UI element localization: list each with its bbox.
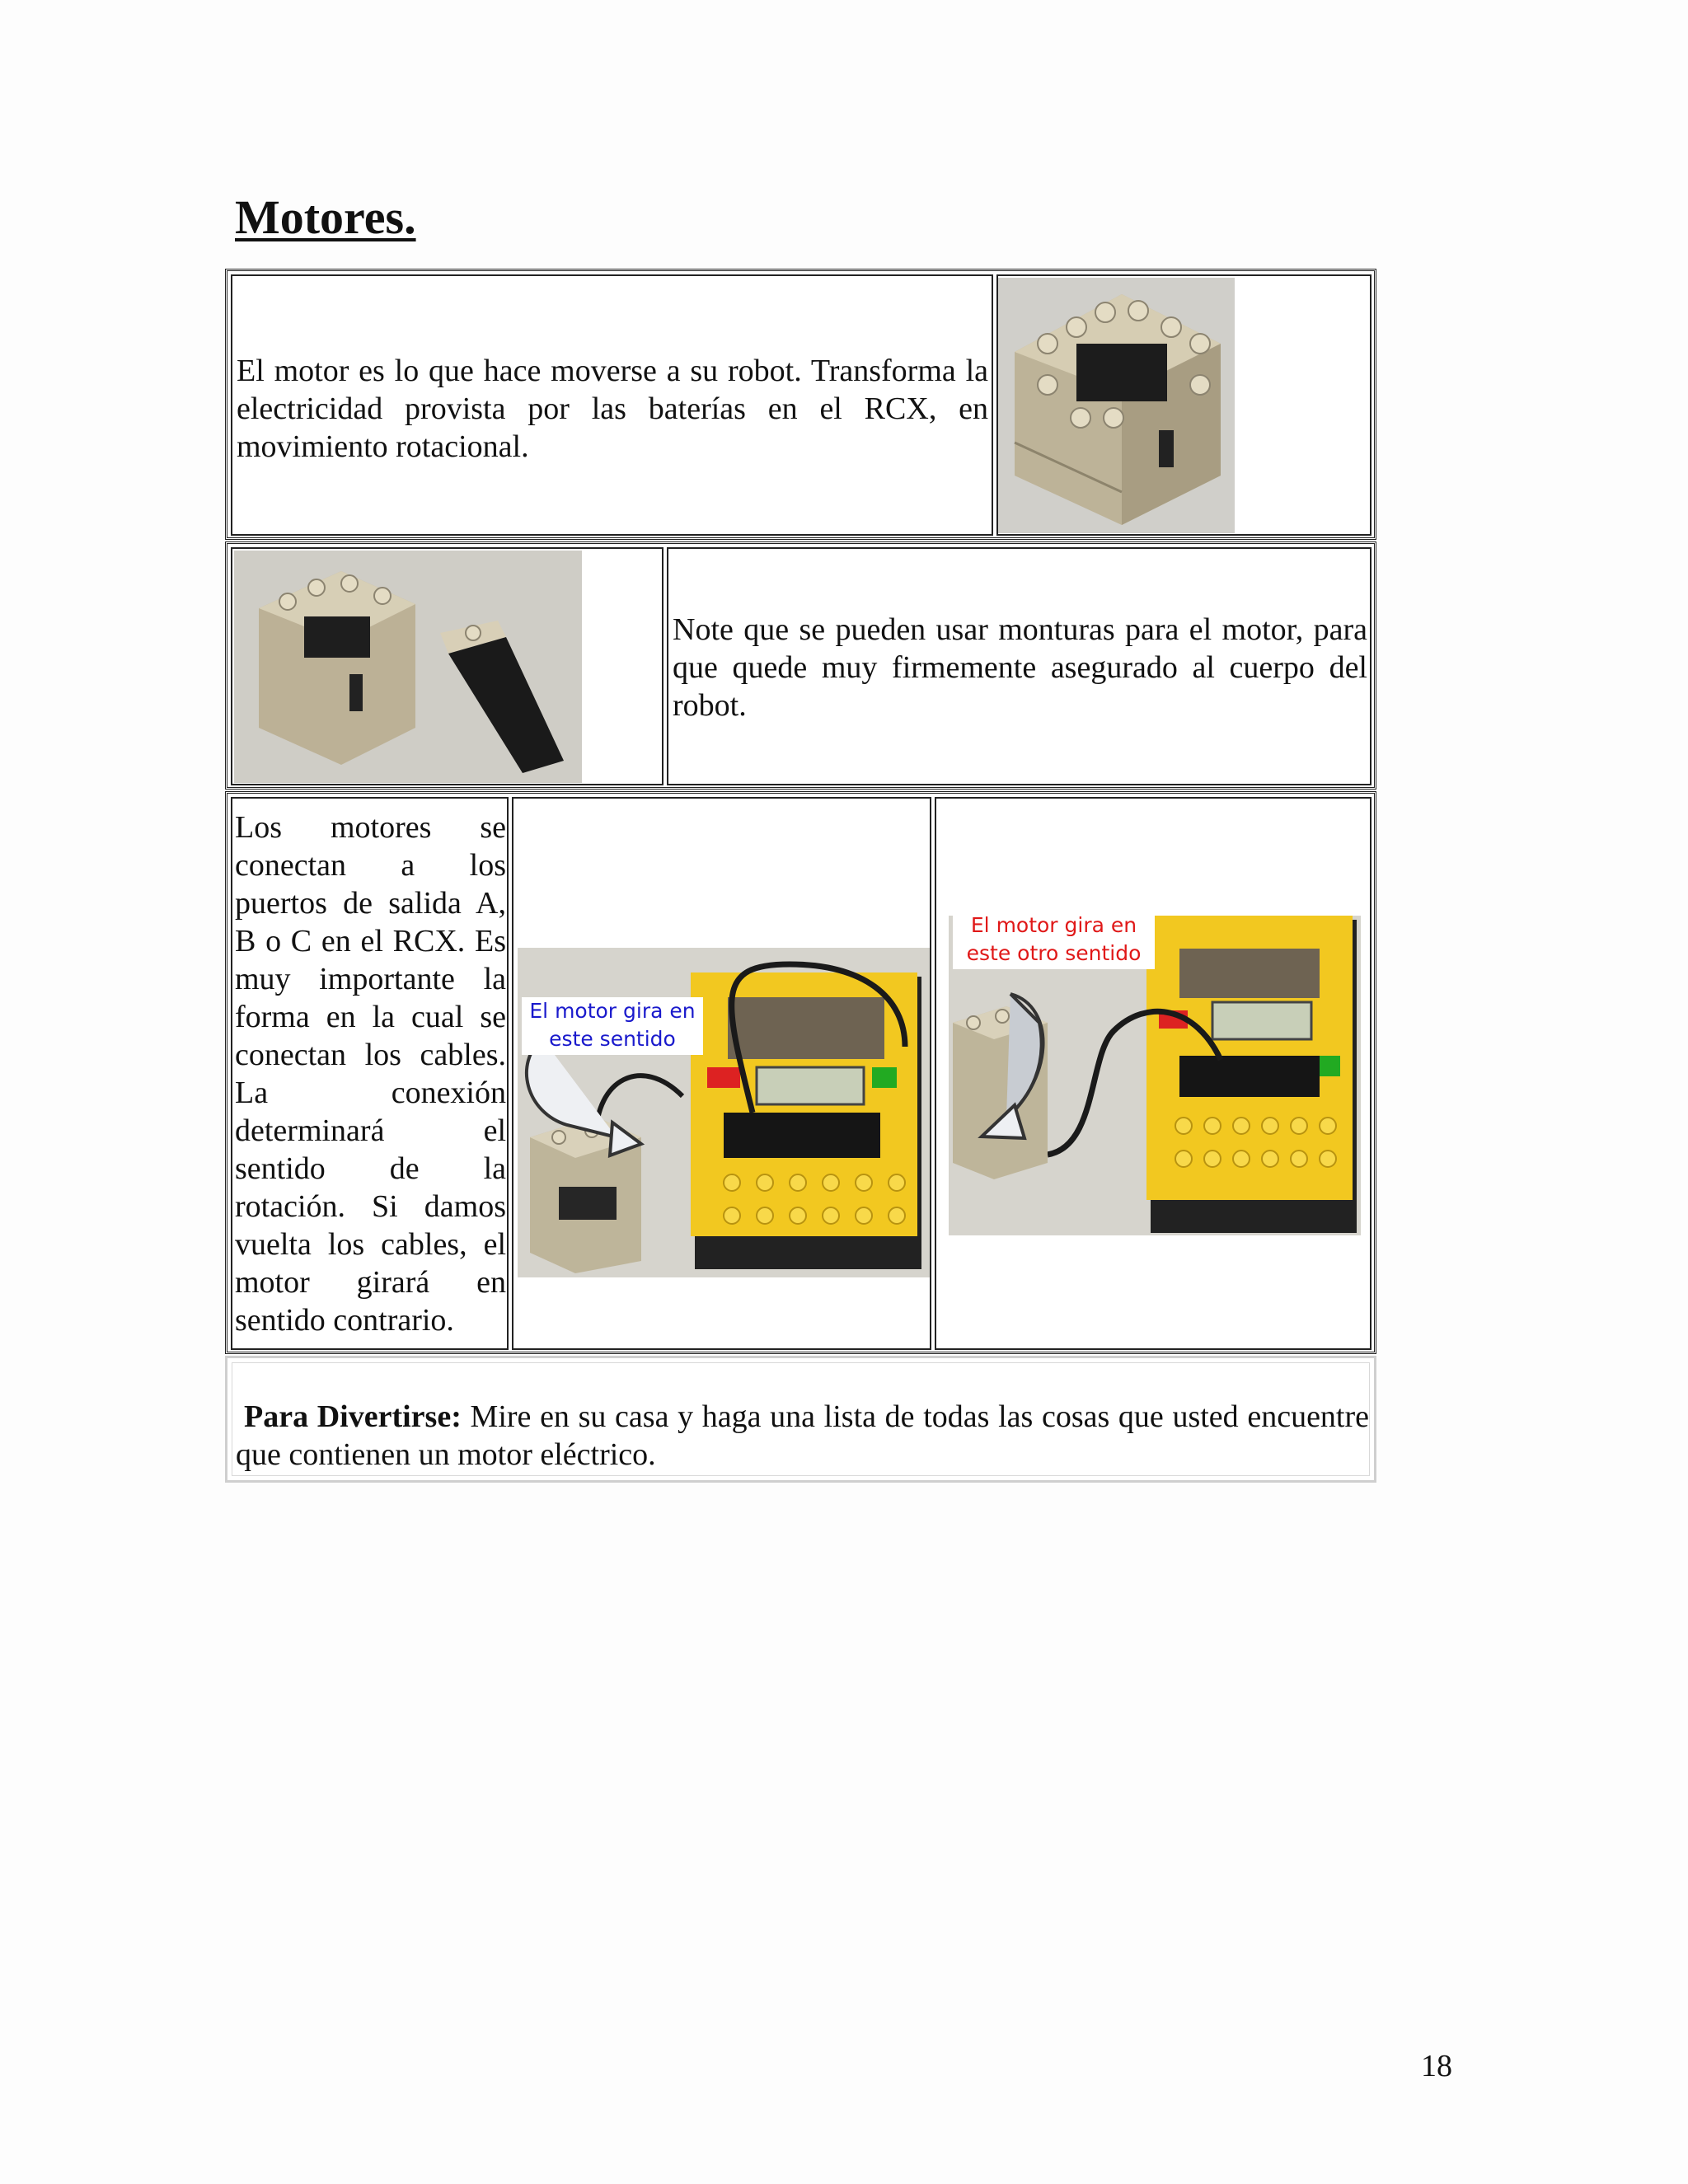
intro-paragraph: El motor es lo que hace moverse a su robot. Transforma la electricidad provista por las baterías en el RCX, en movimiento rotacional. [237, 354, 988, 464]
motor-with-mount-photo [234, 551, 582, 783]
direction-label-right [953, 916, 1155, 969]
intro-image-cell [996, 274, 1372, 536]
direction-label-left [522, 997, 703, 1055]
mounts-image-cell [231, 547, 663, 785]
connection-photo-right-cell [935, 797, 1372, 1350]
connection-photo-left-cell [512, 797, 931, 1350]
direction-label-right-line1: El motor gira en [970, 916, 1137, 937]
motor-brick-illustration [998, 278, 1235, 533]
intro-text-cell [231, 274, 993, 536]
page-title: Motores. [235, 190, 416, 244]
page-number: 18 [1421, 2049, 1452, 2083]
rcx-motor-photo-right [949, 916, 1361, 1235]
motor-mount-illustration [234, 551, 582, 783]
direction-label-right-line2: este otro sentido [966, 941, 1142, 965]
direction-label-left-line1: El motor gira en [529, 999, 696, 1023]
direction-label-left-line2: este sentido [549, 1027, 676, 1051]
mounts-text-cell [667, 547, 1372, 785]
fun-text: Mire en su casa y haga una lista de todas las cosas que usted encuentre que contienen un motor eléctrico. [236, 1399, 1370, 1472]
rcx-motor-photo-left [518, 948, 930, 1277]
fun-row [225, 1356, 1376, 1483]
fun-lead: Para Divertirse: [244, 1399, 462, 1434]
mounts-paragraph: Note que se pueden usar monturas para el motor, para que quede muy firmemente asegurado al cuerpo del robot. [673, 612, 1367, 723]
connection-paragraph: Los motores se conectan a los puertos de salida A, B o C en el RCX. Es muy importante la forma en la cual se conectan los cables. La conexión determinará el sentido de la rotación. Si damos vuelta los cables, el motor girará en sentido contrario. [235, 810, 506, 1338]
motor-brick-photo [998, 278, 1235, 533]
connection-text-cell [231, 797, 509, 1350]
fun-paragraph [236, 1398, 1369, 1474]
